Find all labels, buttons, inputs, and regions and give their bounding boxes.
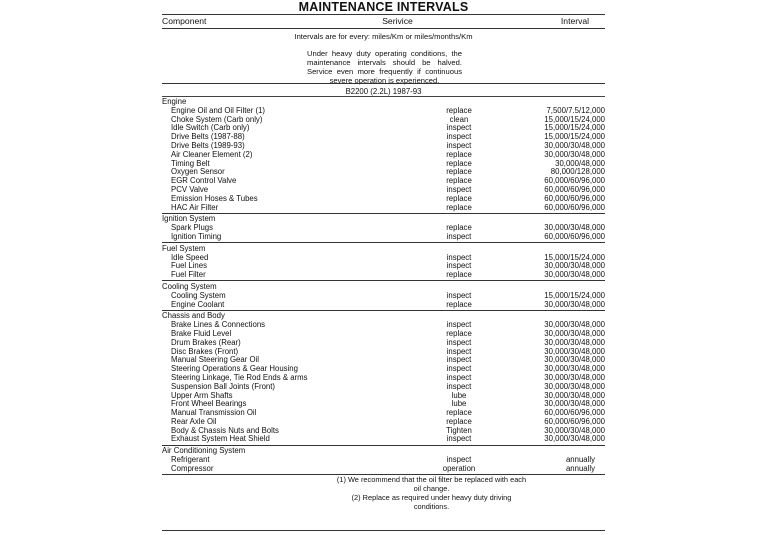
component-cell: Engine Oil and Oil Filter (1): [171, 105, 266, 115]
interval-cell: 30,000/30/48,000: [544, 337, 605, 347]
service-cell: replace: [446, 299, 472, 309]
component-cell: Spark Plugs: [171, 223, 214, 233]
table-row: [162, 160, 605, 169]
model-bottom-rule: [162, 96, 605, 97]
service-cell: inspect: [446, 140, 472, 150]
component-cell: Air Cleaner Element (2): [171, 149, 253, 159]
service-cell: inspect: [446, 252, 472, 262]
table-row: [162, 254, 605, 263]
interval-cell: 30,000/30/48,000: [544, 399, 605, 409]
service-cell: inspect: [446, 290, 472, 300]
model-heading: B2200 (2.2L) 1987-93: [345, 87, 422, 96]
interval-cell: 30,000/30/48,000: [544, 328, 605, 338]
section-heading: Cooling System: [162, 281, 217, 291]
table-row: [162, 292, 605, 301]
component-cell: Drive Belts (1989-93): [171, 140, 245, 150]
interval-cell: 30,000/30/48,000: [544, 140, 605, 150]
intro-line: Intervals are for every: miles/Km or miles/months/Km: [294, 32, 473, 41]
interval-cell: 15,000/15/24,000: [544, 132, 605, 142]
component-cell: Idle Switch (Carb only): [171, 123, 250, 133]
table-row: [162, 177, 605, 186]
table-row: [162, 204, 605, 213]
interval-cell: 30,000/30/48,000: [544, 270, 605, 280]
header-rule: [162, 28, 605, 29]
service-cell: lube: [451, 390, 467, 400]
service-cell: replace: [446, 193, 472, 203]
service-cell: inspect: [446, 455, 472, 465]
service-cell: replace: [446, 105, 472, 115]
interval-cell: annually: [565, 455, 595, 465]
table-row: [162, 465, 605, 474]
section-heading: Engine: [162, 97, 187, 106]
interval-cell: 60,000/60/96,000: [544, 193, 605, 203]
section-air-conditioning-system: [162, 447, 605, 475]
component-cell: Body & Chassis Nuts and Bolts: [171, 425, 279, 435]
component-cell: Ignition Timing: [171, 231, 222, 241]
section-heading: Fuel System: [162, 243, 206, 253]
interval-cell: 60,000/60/96,000: [544, 231, 605, 241]
heavy-duty-note: Under heavy duty operating conditions, the maintenance intervals should be halved. Service even more frequently if continuous severe operation is experienced.: [307, 49, 462, 85]
col-header-component: Component: [162, 16, 207, 26]
component-cell: Steering Linkage, Tie Rod Ends & arms: [171, 372, 308, 382]
component-cell: Exhaust System Heat Shield: [171, 434, 270, 444]
component-cell: Choke System (Carb only): [171, 114, 263, 124]
service-cell: inspect: [446, 184, 472, 194]
table-row: [162, 271, 605, 280]
table-row: [162, 262, 605, 271]
service-cell: inspect: [446, 132, 472, 142]
service-cell: inspect: [446, 364, 472, 374]
service-cell: inspect: [446, 346, 472, 356]
component-cell: Rear Axle Oil: [171, 416, 217, 426]
component-cell: Drive Belts (1987-88): [171, 132, 245, 142]
service-cell: inspect: [446, 320, 472, 330]
table-row: [162, 224, 605, 233]
service-cell: operation: [442, 463, 476, 473]
section-engine: [162, 98, 605, 214]
service-cell: inspect: [446, 337, 472, 347]
table-row: [162, 409, 605, 418]
component-cell: Emission Hoses & Tubes: [171, 193, 258, 203]
component-cell: Cooling System: [171, 290, 226, 300]
interval-cell: 15,000/15/24,000: [544, 290, 605, 300]
component-cell: Refrigerant: [171, 455, 210, 465]
service-cell: clean: [449, 114, 469, 124]
component-cell: Timing Belt: [171, 158, 210, 168]
service-cell: replace: [446, 270, 472, 280]
component-cell: Manual Transmission Oil: [171, 408, 257, 418]
service-cell: inspect: [446, 381, 472, 391]
component-cell: Manual Steering Gear Oil: [171, 355, 259, 365]
section-cooling-system: [162, 283, 605, 311]
table-row: [162, 233, 605, 242]
service-cell: inspect: [446, 123, 472, 133]
interval-cell: 60,000/60/96,000: [544, 176, 605, 186]
bottom-rule: [162, 530, 605, 531]
component-cell: Compressor: [171, 463, 214, 473]
interval-cell: 30,000/30/48,000: [544, 320, 605, 330]
section-ignition-system: [162, 215, 605, 243]
section-heading: Air Conditioning System: [162, 446, 246, 456]
section-heading: Chassis and Body: [162, 311, 225, 321]
service-cell: replace: [446, 408, 472, 418]
service-cell: inspect: [446, 261, 472, 271]
service-cell: replace: [446, 416, 472, 426]
table-row: [162, 435, 605, 444]
service-cell: inspect: [446, 434, 472, 444]
interval-cell: 60,000/60/96,000: [544, 184, 605, 194]
interval-cell: 30,000/30/48,000: [544, 299, 605, 309]
footnote-2: (2) Replace as required under heavy duty driving conditions.: [351, 493, 512, 511]
table-row: [162, 151, 605, 160]
interval-cell: 7,500/7.5/12,000: [546, 105, 605, 115]
component-cell: Upper Arm Shafts: [171, 390, 233, 400]
service-cell: replace: [446, 158, 472, 168]
service-cell: inspect: [446, 231, 472, 241]
component-cell: Disc Brakes (Front): [171, 346, 239, 356]
section-fuel-system: [162, 245, 605, 282]
component-cell: PCV Valve: [171, 184, 209, 194]
component-cell: HAC Air Filter: [171, 202, 219, 212]
intervals-table: [162, 98, 605, 477]
interval-cell: 30,000/30/48,000: [544, 261, 605, 271]
interval-cell: 30,000/30/48,000: [544, 346, 605, 356]
interval-cell: 30,000/48,000: [555, 158, 605, 168]
service-cell: replace: [446, 149, 472, 159]
component-cell: Fuel Lines: [171, 261, 207, 271]
interval-cell: 60,000/60/96,000: [544, 416, 605, 426]
table-row: [162, 195, 605, 204]
component-cell: Oxygen Sensor: [171, 167, 225, 177]
interval-cell: 30,000/30/48,000: [544, 355, 605, 365]
interval-cell: 60,000/60/96,000: [544, 408, 605, 418]
component-cell: Engine Coolant: [171, 299, 225, 309]
component-cell: EGR Control Valve: [171, 176, 237, 186]
component-cell: Front Wheel Bearings: [171, 399, 247, 409]
table-row: [162, 301, 605, 310]
footnote-1: (1) We recommend that the oil filter be replaced with each oil change.: [336, 475, 527, 493]
service-cell: replace: [446, 176, 472, 186]
interval-cell: 30,000/30/48,000: [544, 372, 605, 382]
section-chassis-and-body: [162, 312, 605, 445]
interval-cell: 30,000/30/48,000: [544, 390, 605, 400]
service-cell: lube: [451, 399, 467, 409]
interval-cell: 15,000/15/24,000: [544, 114, 605, 124]
interval-cell: 60,000/60/96,000: [544, 202, 605, 212]
component-cell: Brake Lines & Connections: [171, 320, 266, 330]
table-row: [162, 456, 605, 465]
interval-cell: 30,000/30/48,000: [544, 364, 605, 374]
interval-cell: 80,000/128,000: [550, 167, 605, 177]
interval-cell: 30,000/30/48,000: [544, 425, 605, 435]
service-cell: inspect: [446, 372, 472, 382]
interval-cell: 15,000/15/24,000: [544, 252, 605, 262]
model-top-rule: [162, 83, 605, 84]
col-header-service: Serivice: [382, 16, 413, 26]
component-cell: Brake Fluid Level: [171, 328, 232, 338]
interval-cell: 30,000/30/48,000: [544, 381, 605, 391]
component-cell: Idle Speed: [171, 252, 209, 262]
interval-cell: annually: [565, 463, 595, 473]
top-rule: [162, 14, 605, 15]
component-cell: Fuel Filter: [171, 270, 206, 280]
service-cell: replace: [446, 223, 472, 233]
service-cell: replace: [446, 167, 472, 177]
page-title: MAINTENANCE INTERVALS: [298, 0, 469, 14]
service-cell: replace: [446, 328, 472, 338]
service-cell: inspect: [446, 355, 472, 365]
component-cell: Suspension Ball Joints (Front): [171, 381, 276, 391]
section-heading: Ignition System: [162, 214, 216, 224]
interval-cell: 30,000/30/48,000: [544, 223, 605, 233]
interval-cell: 30,000/30/48,000: [544, 149, 605, 159]
service-cell: replace: [446, 202, 472, 212]
col-header-interval: Interval: [560, 16, 590, 26]
component-cell: Steering Operations & Gear Housing: [171, 364, 298, 374]
component-cell: Drum Brakes (Rear): [171, 337, 241, 347]
service-cell: Tighten: [446, 425, 472, 435]
interval-cell: 15,000/15/24,000: [544, 123, 605, 133]
interval-cell: 30,000/30/48,000: [544, 434, 605, 444]
